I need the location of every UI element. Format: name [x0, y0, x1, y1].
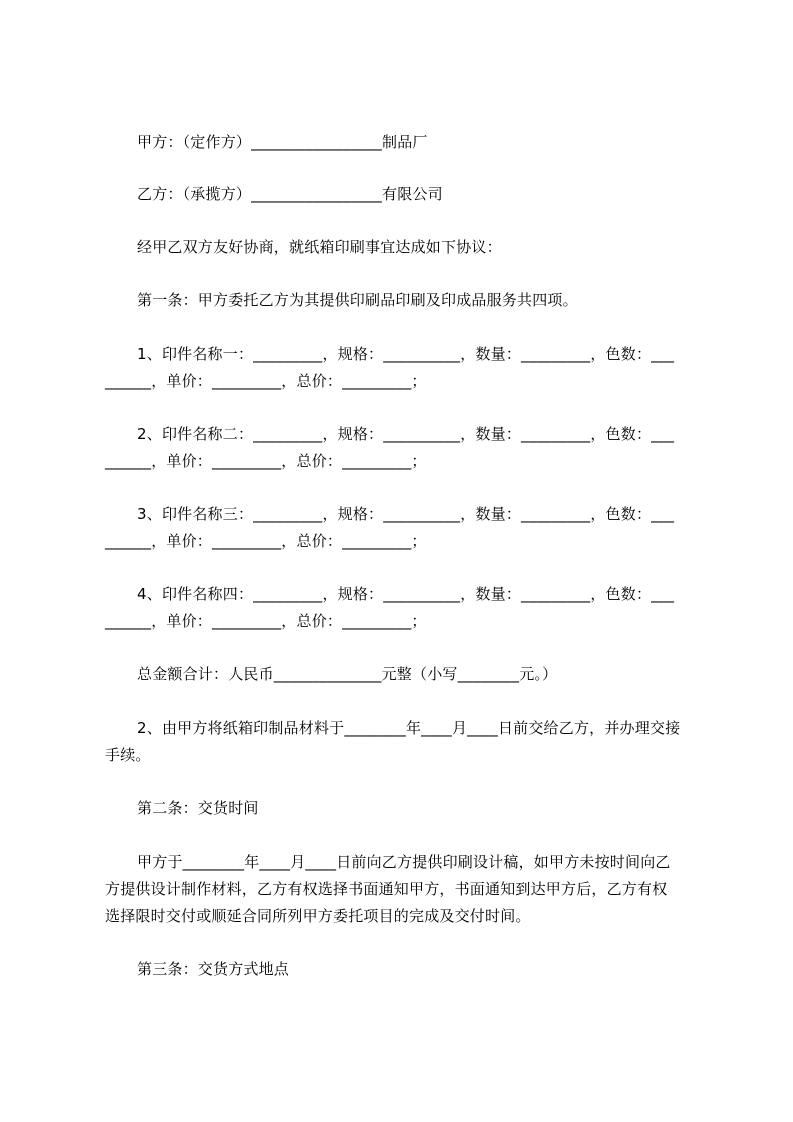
item-1-line-1: 1、印件名称一：_________，规格：__________，数量：_________，色数：___	[137, 345, 675, 363]
item-3-line-1: 3、印件名称三：_________，规格：__________，数量：_________，色数：___	[137, 505, 675, 523]
material-line-2: 手续。	[105, 746, 151, 764]
item-4-line-2: ______，单价：_________，总价：_________；	[105, 612, 427, 630]
item-2-line-1: 2、印件名称二：_________，规格：__________，数量：_________，色数：___	[137, 425, 675, 443]
total-amount-line: 总金额合计：人民币______________元整（小写________元。）	[137, 665, 558, 683]
intro-line: 经甲乙双方友好协商，就纸箱印刷事宜达成如下协议：	[137, 238, 502, 256]
party-a-line: 甲方：（定作方）_________________制品厂	[137, 133, 428, 151]
item-4-line-1: 4、印件名称四：_________，规格：__________，数量：_________，色数：___	[137, 585, 675, 603]
article-3-title: 第三条：交货方式地点	[137, 960, 290, 978]
material-line-1: 2、由甲方将纸箱印制品材料于________年____月____日前交给乙方，并办理交接	[137, 719, 681, 737]
item-1-line-2: ______，单价：_________，总价：_________；	[105, 372, 427, 390]
article-2-title: 第二条：交货时间	[137, 799, 259, 817]
party-b-line: 乙方：（承揽方）_________________有限公司	[137, 185, 443, 203]
article-2-line-1: 甲方于________年____月____日前向乙方提供印刷设计稿，如甲方未按时间向乙	[137, 853, 671, 871]
item-3-line-2: ______，单价：_________，总价：_________；	[105, 532, 427, 550]
article-1-title: 第一条：甲方委托乙方为其提供印刷品印刷及印成品服务共四项。	[137, 291, 578, 309]
article-2-line-2: 方提供设计制作材料，乙方有权选择书面通知甲方，书面通知到达甲方后，乙方有权	[105, 880, 668, 898]
item-2-line-2: ______，单价：_________，总价：_________；	[105, 452, 427, 470]
article-2-line-3: 选择限时交付或顺延合同所列甲方委托项目的完成及交付时间。	[105, 907, 531, 925]
